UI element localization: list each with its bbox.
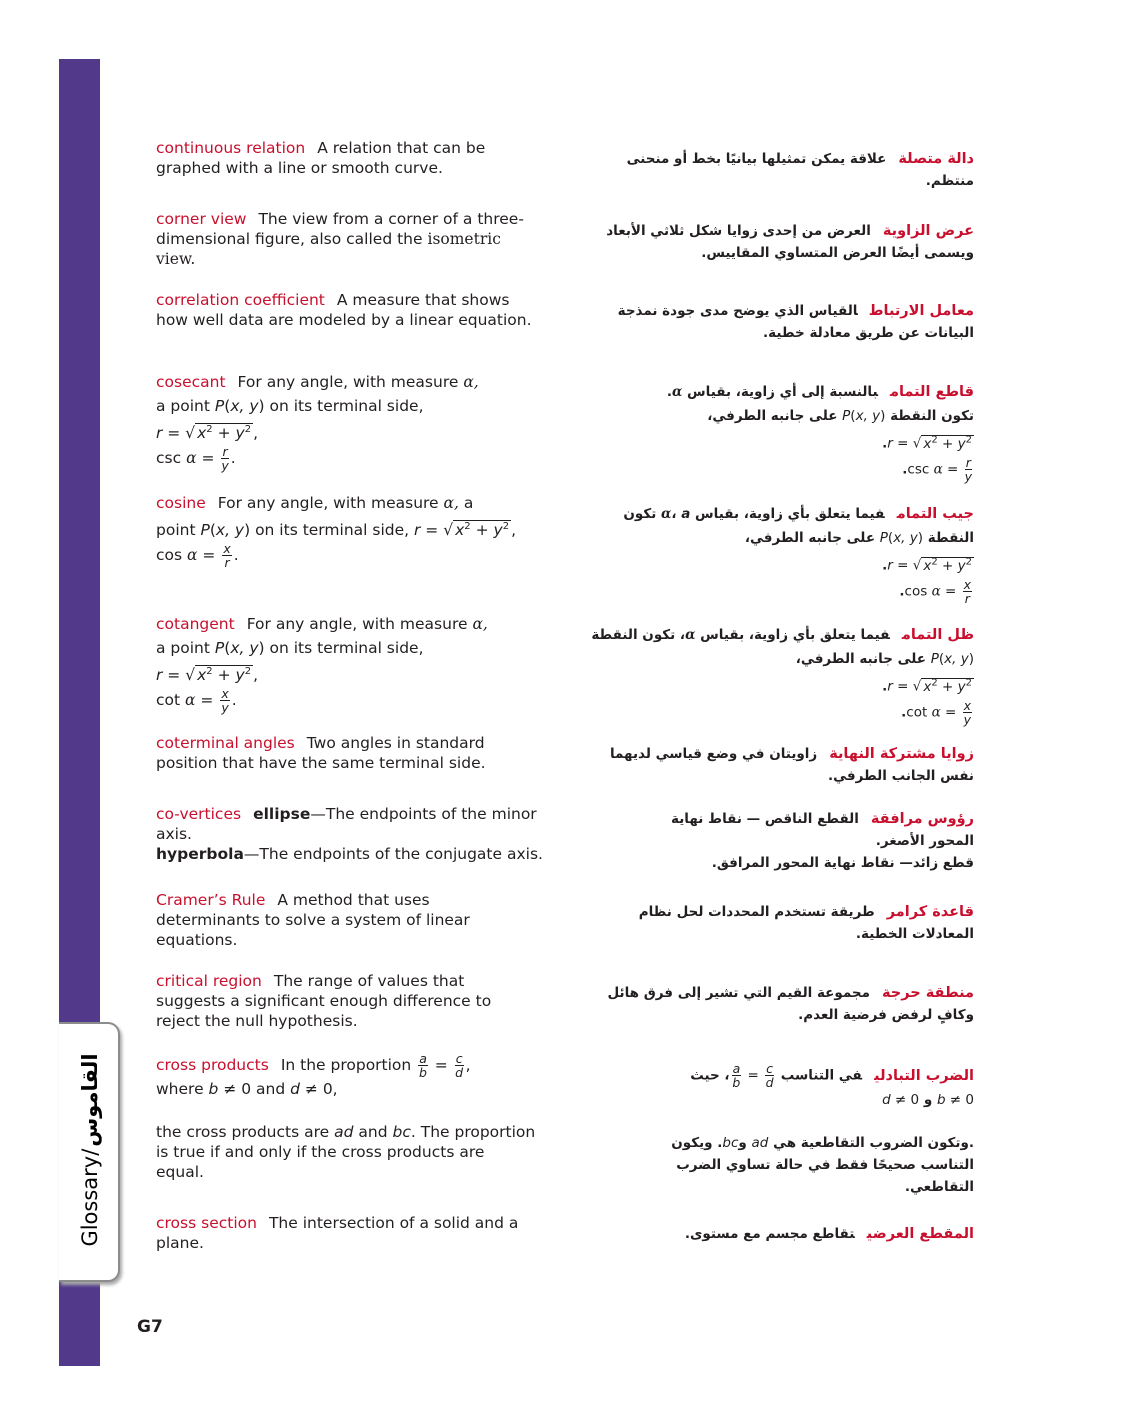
entry-cross-products: cross products In the proportion $\frac{a}{b}$ = $\frac{c}{d}$ , where b ≠ 0 and d ≠ 0,: [156, 1051, 471, 1098]
entry-cramers-rule: Cramer’s Rule A method that uses determinants to solve a system of linear equations.: [156, 891, 470, 949]
entry-corner-view: corner view The view from a corner of a three-dimensional figure, also called the isometric view.: [156, 210, 524, 268]
entry-critical-region: critical region The range of values that suggests a significant enough difference to reject the null hypothesis.: [156, 972, 492, 1030]
entry-ar-co-vertices: رؤوس مرافقةالقطع الناقص — نقاط نهاية المحور الأصغر. قطع زائد— نقاط نهاية المحور المرافق.: [671, 811, 974, 871]
entry-ar-coterminal-angles: زوايا مشتركة النهايةزاويتان في وضع قياسي لديهما نفس الجانب الطرفي.: [609, 746, 974, 784]
entry-ar-critical-region: منطقة حرجةمجموعة القيم التي تشير إلى فرق هائل وكافٍ لرفض فرضية العدم.: [607, 985, 974, 1023]
entry-ar-corner-view: عرض الزاويةالعرض من إحدى زوايا شكل ثلاثي الأبعاد ويسمى أيضًا العرض المتساوي المقاييس.: [606, 223, 974, 261]
entry-continuous-relation: continuous relation A relation that can be graphed with a line or smooth curve.: [156, 139, 486, 177]
entry-co-vertices: co-vertices ellipse—The endpoints of the minor axis. hyperbola—The endpoints of the conjugate axis.: [156, 805, 543, 863]
entry-ar-continuous-relation: دالة متصلةعلاقة يمكن تمثيلها بيانيًا بخط أو منحنى منتظم.: [626, 151, 974, 189]
entry-cross-products-cont: the cross products are ad and bc. The proportion is true if and only if the cross products are equal.: [156, 1123, 536, 1181]
entry-coterminal-angles: coterminal angles Two angles in standard position that have the same terminal side.: [156, 734, 486, 772]
entry-ar-cramers-rule: قاعدة كرامرطريقة تستخدم المحددات لحل نظام المعادلات الخطية.: [638, 904, 974, 942]
entry-ar-cosine: جيب التمامفيما يتعلق بأي زاوية، بقياس α، a تكون النقطة P(x, y) على جانبه الطرفي، r = √ $x^2 + y^2$. cos α = $\frac{x}{r}$ .: [623, 506, 974, 606]
entry-correlation-coefficient: correlation coefficient A measure that shows how well data are modeled by a linear equation.: [156, 291, 532, 329]
term: continuous relation: [156, 139, 306, 157]
entry-ar-cotangent: ظل التمامفيما يتعلق بأي زاوية، بقياس α، تكون النقطة P(x, y) على جانبه الطرفي، r = √ $x^2 + y^2$. cot α = $\frac{x}{y}$ .: [591, 627, 974, 727]
entry-ar-cross-products: الضرب التبادليفي التناسب $\frac{a}{b}$ = $\frac{c}{d}$ ، حيث b ≠ 0 و d ≠ 0: [690, 1061, 974, 1108]
entry-cross-section: cross section The intersection of a solid and a plane.: [156, 1214, 519, 1252]
entry-ar-correlation-coefficient: معامل الارتباطالقياس الذي يوضح مدى جودة نمذجة البيانات عن طريق معادلة خطية.: [617, 303, 974, 341]
entry-cotangent: cotangent For any angle, with measure α, a point P(x, y) on its terminal side, r = √ $x^2 + y^2$ , cot α = $\frac{x}{y}$ .: [156, 615, 488, 716]
glossary-tab-label: Glossary/القاموس: [78, 1053, 102, 1247]
entry-ar-cross-section: المقطع العرضيتقاطع مجسم مع مستوى.: [684, 1226, 974, 1242]
entry-ar-cross-products-cont: .وتكون الضروب التقاطعية هي ad وbc. ويكون التناسب صحيحًا فقط في حالة تساوي الضرب التقاطعي.: [671, 1135, 974, 1195]
entry-cosecant: cosecant For any angle, with measure α, a point P(x, y) on its terminal side, r = √ $x^2 + y^2$ , csc α = $\frac{r}{y}$ .: [156, 373, 479, 474]
entry-ar-cosecant: قاطع التمامبالنسبة إلى أي زاوية، بقياس α. تكون النقطة P(x, y) على جانبه الطرفي، r = √ $x^2 + y^2$. csc α = $\frac{r}{y}$ .: [666, 384, 974, 484]
entry-cosine: cosine For any angle, with measure α, a point P(x, y) on its terminal side, r = √ $x^2 + y^2$ , cos α = $\frac{x}{r}$ .: [156, 494, 516, 571]
page-number: G7: [137, 1317, 163, 1337]
